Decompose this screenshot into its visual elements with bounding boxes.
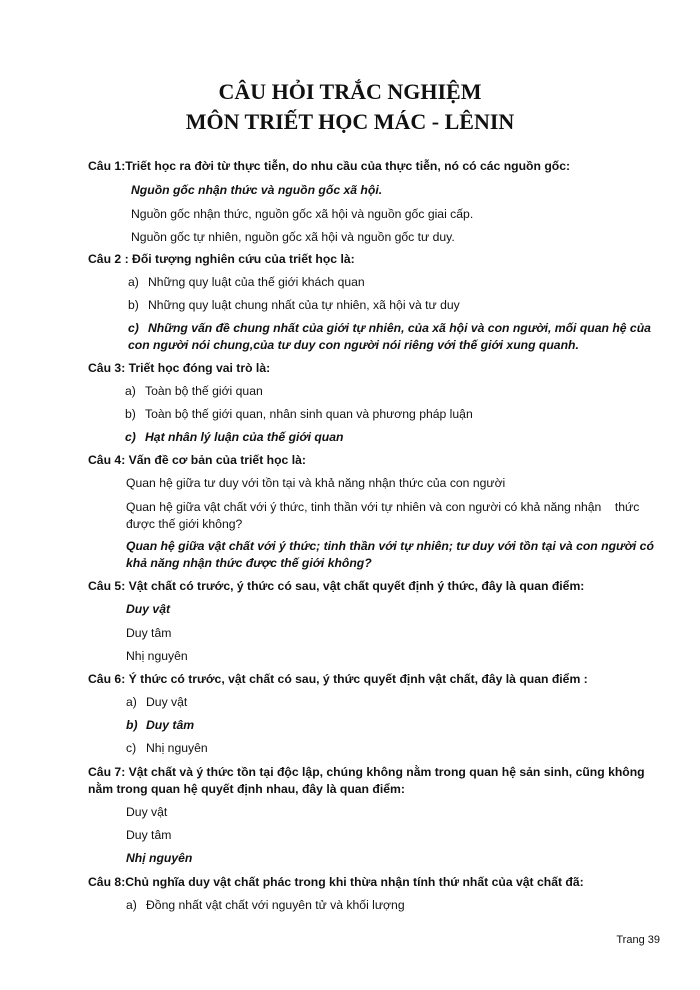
q8-answer-a-text: Đồng nhất vật chất với nguyên tử và khối lượng xyxy=(146,898,405,912)
q2-answer-a-text: Những quy luật của thế giới khách quan xyxy=(148,275,365,289)
q3-label-c: c) xyxy=(125,430,136,444)
q1-answer-3: Nguồn gốc tự nhiên, nguồn gốc xã hội và nguồn gốc tư duy. xyxy=(131,230,455,244)
q5-answer-3: Nhị nguyên xyxy=(126,649,188,663)
q7-answer-3: Nhị nguyên xyxy=(126,851,193,865)
q4-answer-2: Quan hệ giữa vật chất với ý thức, tinh thần với tự nhiên và con người có khả năng nhận thức được thế giới không? xyxy=(126,500,643,531)
page-title-line-2: MÔN TRIẾT HỌC MÁC - LÊNIN xyxy=(185,109,515,134)
q6-answer-c-text: Nhị nguyên xyxy=(146,741,208,755)
q2-answer-c-text: Những vấn đề chung nhất của giới tự nhiên, của xã hội và con người, mối quan hệ của con người nói chung,của tư duy con người nói riêng với thế giới xung quanh. xyxy=(128,321,651,352)
q4-answer-3: Quan hệ giữa vật chất với ý thức; tinh thần với tự nhiên; tư duy với tồn tại và con người có khả năng nhận thức được thế giới không? xyxy=(126,539,654,570)
question-4: Câu 4: Vấn đề cơ bản của triết học là: xyxy=(88,453,306,467)
q8-answer-a xyxy=(126,897,405,914)
q6-label-b: b) xyxy=(126,718,138,732)
q4-answer-1: Quan hệ giữa tư duy với tồn tại và khả năng nhận thức của con người xyxy=(126,476,506,490)
page-title-line-1: CÂU HỎI TRẮC NGHIỆM xyxy=(218,79,482,104)
question-1: Câu 1:Triết học ra đời từ thực tiễn, do nhu cầu của thực tiễn, nó có các nguồn gốc: xyxy=(88,159,571,173)
q6-label-c: c) xyxy=(126,741,137,755)
question-3: Câu 3: Triết học đóng vai trò là: xyxy=(88,361,271,375)
q2-answer-a xyxy=(128,274,365,291)
q3-answer-a xyxy=(125,383,263,400)
question-8: Câu 8:Chủ nghĩa duy vật chất phác trong khi thừa nhận tính thứ nhất của vật chất đã: xyxy=(88,875,584,889)
q7-answer-1: Duy vật xyxy=(126,805,168,819)
q3-answer-b xyxy=(125,406,473,423)
q2-answer-b xyxy=(128,297,460,314)
q6-answer-b xyxy=(126,717,194,734)
question-6: Câu 6: Ý thức có trước, vật chất có sau, ý thức quyết định vật chất, đây là quan điểm : xyxy=(88,672,588,686)
q1-answer-2: Nguồn gốc nhận thức, nguồn gốc xã hội và nguồn gốc giai cấp. xyxy=(131,207,474,221)
q6-answer-c xyxy=(126,740,208,757)
question-2: Câu 2 : Đối tượng nghiên cứu của triết học là: xyxy=(88,252,355,266)
q2-label-c: c) xyxy=(128,321,139,335)
page-number: Trang 39 xyxy=(616,934,660,946)
q1-answer-1: Nguồn gốc nhận thức và nguồn gốc xã hội. xyxy=(131,183,383,197)
q6-answer-b-text: Duy tâm xyxy=(146,718,195,732)
q2-answer-b-text: Những quy luật chung nhất của tự nhiên, xã hội và tư duy xyxy=(148,298,460,312)
q3-answer-a-text: Toàn bộ thế giới quan xyxy=(145,384,263,398)
q3-answer-c-text: Hạt nhân lý luận của thế giới quan xyxy=(145,430,344,444)
q5-answer-2: Duy tâm xyxy=(126,626,172,640)
q2-label-b: b) xyxy=(128,298,139,312)
question-5: Câu 5: Vật chất có trước, ý thức có sau, vật chất quyết định ý thức, đây là quan điểm: xyxy=(88,579,585,593)
q2-answer-c xyxy=(128,320,662,354)
q7-answer-2: Duy tâm xyxy=(126,828,172,842)
question-7: Câu 7: Vật chất và ý thức tồn tại độc lập, chúng không nằm trong quan hệ sản sinh, cũng không nằm trong quan hệ quyết định nhau, đây là quan điểm: xyxy=(88,765,645,796)
q5-answer-1: Duy vật xyxy=(126,602,171,616)
q2-label-a: a) xyxy=(128,275,139,289)
q3-label-a: a) xyxy=(125,384,136,398)
q6-label-a: a) xyxy=(126,695,137,709)
q8-label-a: a) xyxy=(126,898,137,912)
q3-answer-c xyxy=(125,429,343,446)
q3-answer-b-text: Toàn bộ thế giới quan, nhân sinh quan và phương pháp luận xyxy=(145,407,473,421)
q6-answer-a-text: Duy vật xyxy=(146,695,188,709)
q6-answer-a xyxy=(126,694,187,711)
q3-label-b: b) xyxy=(125,407,136,421)
